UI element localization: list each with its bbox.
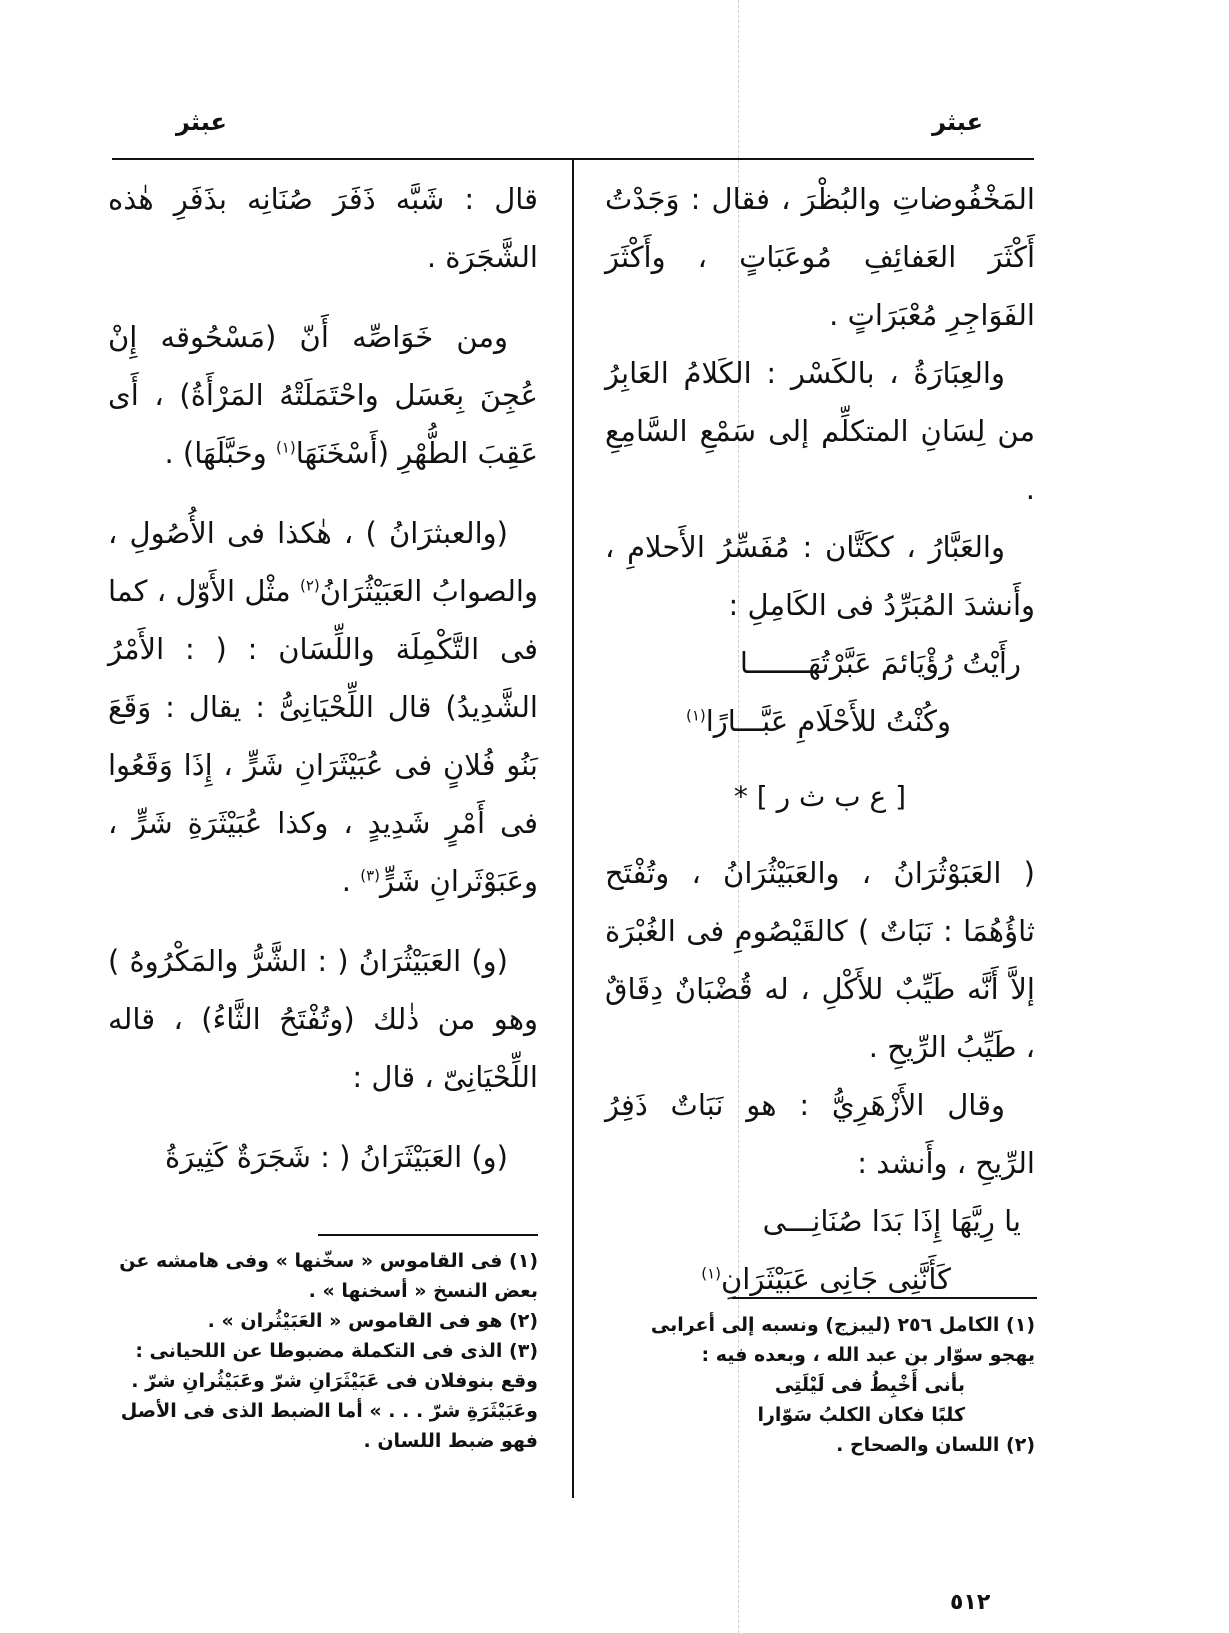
left-paragraph-5: (و) العَبَيْثَرَانُ ( : شَجَرَةٌ كَثِيرَةُ bbox=[164, 1140, 508, 1174]
footnote-rule-right bbox=[732, 1297, 1037, 1299]
footnotes-right bbox=[605, 1310, 1035, 1460]
paragraph-gap bbox=[108, 286, 538, 308]
right-paragraph-5: وقال الأَزْهَرِيُّ : هو نَبَاتٌ ذَفِرُ الرِّيحِ ، وأَنشد : bbox=[605, 1088, 1035, 1180]
footnote-marker: (٣) bbox=[360, 866, 380, 885]
verse-2 bbox=[605, 1192, 1035, 1308]
footnote-marker: (٢) bbox=[300, 576, 320, 595]
left-paragraph-3-b: مثْل الأَوّل ، كما فى التَّكْمِلَة واللِّسَان : ( : الأَمْرُ الشَّدِيدُ) قال اللِّحْيَانِىُّ : يقال : وَقَعَ بَنُو فُلانٍ فى عُبَيْثَرَانِ شَرٍّ ، إِذَا وَقَعُوا فى أَمْرٍ شَدِيدٍ ، وكذا عُبَيْثَرَةِ شَرٍّ ، وعَبَوْثَرانِ شَرٍّ bbox=[108, 574, 538, 898]
running-head-left: عبثر bbox=[176, 108, 227, 136]
footnote-marker: (١) bbox=[685, 706, 706, 725]
footnotes-left bbox=[108, 1246, 538, 1456]
right-paragraph-3: والعَبَّارُ ، ككَتَّان : مُفَسِّرُ الأَحلامِ ، وأَنشدَ المُبَرِّدُ فى الكَامِلِ : bbox=[605, 530, 1035, 622]
verse-1-line-2 bbox=[605, 692, 1021, 750]
footnote-rule-left bbox=[318, 1234, 538, 1236]
footnote-left-3: (٣) الذى فى التكملة مضبوطا عن اللحيانى : وقع بنوفلان فى عَبَيْثَرَانِ شرّ وعَبَيْثُرانِ شرّ . وعَبَيْثَرَةِ شرّ . . . » أما الضبط الذى فى الأصل فهو ضبط اللسان . bbox=[120, 1340, 538, 1452]
verse-1-line-1: رأَيْتُ رُؤْيَائمَ عَبَّرْتُهَـــــــا bbox=[739, 646, 1021, 680]
page-number: ٥١٢ bbox=[950, 1590, 991, 1615]
footnote-right-2: (٢) اللسان والصحاح . bbox=[836, 1434, 1035, 1456]
left-column bbox=[108, 170, 538, 1186]
verse-1 bbox=[605, 634, 1035, 750]
footnote-right-verse-1: بأنى أَخْبِطُ فى لَيْلَتِى bbox=[774, 1374, 965, 1396]
left-paragraph-3 bbox=[108, 504, 538, 910]
verse-1-line-2-text: وكُنْتُ للأَحْلَامِ عَبَّـــارًا bbox=[705, 704, 951, 738]
verse-2-line-2 bbox=[605, 1250, 1021, 1308]
left-paragraph-2-end: وحَبَّلَهَا) . bbox=[164, 436, 276, 470]
right-paragraph-4: ( العَبَوْثُرَانُ ، والعَبَيْثُرَانُ ، وتُفْتَح ثاؤُهُمَا : نَبَاتٌ ) كالقَيْصُومِ فى الغُبْرَة إلاَّ أَنَّه طَيِّبٌ للأَكْلِ ، له قُضْبَانٌ دِقَاقٌ ، طَيِّبُ الرِّيحِ . bbox=[605, 856, 1035, 1064]
left-paragraph-3-end: . bbox=[341, 864, 361, 898]
left-paragraph-3-a: (والعبثرَانُ ) ، هٰكذا فى الأُصُولِ ، والصوابُ العَبَيْثُرَانُ bbox=[108, 516, 538, 608]
right-paragraph-1: المَخْفُوضاتِ والبُظْرَ ، فقال : وَجَدْتُ أَكْثَرَ العَفائِفِ مُوعَبَاتٍ ، وأَكْثَرَ الفَوَاجِرِ مُعْبَرَاتٍ . bbox=[605, 182, 1035, 332]
right-paragraph-2: والعِبَارَةُ ، بالكَسْر : الكَلامُ العَابِرُ من لِسَانِ المتكلِّم إلى سَمْعِ السَّامِعِ . bbox=[605, 356, 1035, 506]
verse-2-line-1: يا رِيَّهَا إِذَا بَدَا صُنَانِـــى bbox=[762, 1204, 1021, 1238]
left-paragraph-1: قال : شَبَّه ذَفَرَ صُنَانِه بذَفَرِ هٰذه الشَّجَرَة . bbox=[108, 182, 538, 274]
running-head-right: عبثر bbox=[932, 108, 983, 136]
right-column bbox=[605, 170, 1035, 1308]
paragraph-gap bbox=[108, 1106, 538, 1128]
root-heading: [ ع ب ث ر ] * bbox=[733, 780, 907, 813]
footnote-marker: (١) bbox=[701, 1264, 721, 1283]
footnote-left-1: (١) فى القاموس « سخّنها » وفى هامشه عن بعض النسخ « أسخنها » . bbox=[119, 1250, 538, 1302]
paragraph-gap bbox=[108, 910, 538, 932]
footnote-left-2: (٢) هو فى القاموس « العَبَيْثُران » . bbox=[207, 1310, 538, 1332]
verse-2-line-2-text: كَأَنَّنِى جَانِى عَبَيْثَرَانِ bbox=[721, 1262, 951, 1296]
left-paragraph-4: (و) العَبَيْثُرَانُ ( : الشَّرُّ والمَكْرُوهُ ) وهو من ذٰلك (وتُفْتَحُ الثَّاءُ) ، قاله اللِّحْيَانِىّ ، قال : bbox=[108, 944, 538, 1094]
footnote-marker: (١) bbox=[275, 438, 296, 457]
left-paragraph-2-text: ومن خَوَاصِّه أَنّ (مَسْحُوقه إِنْ عُجِنَ بِعَسَل واحْتَمَلَتْهُ المَرْأَةُ) ، أَى عَقِبَ الطُّهْرِ (أَسْخَنَهَا bbox=[108, 320, 538, 470]
column-divider bbox=[572, 158, 574, 1498]
left-paragraph-2 bbox=[108, 308, 538, 482]
footnote-right-verse-2: كلبًا فكان الكلبُ سَوّارا bbox=[757, 1404, 965, 1426]
footnote-right-1: (١) الكامل ٢٥٦ (ليبزج) ونسبه إلى أعرابى يهجو سوّار بن عبد الله ، وبعده فيه : bbox=[650, 1314, 1035, 1366]
paragraph-gap bbox=[108, 482, 538, 504]
